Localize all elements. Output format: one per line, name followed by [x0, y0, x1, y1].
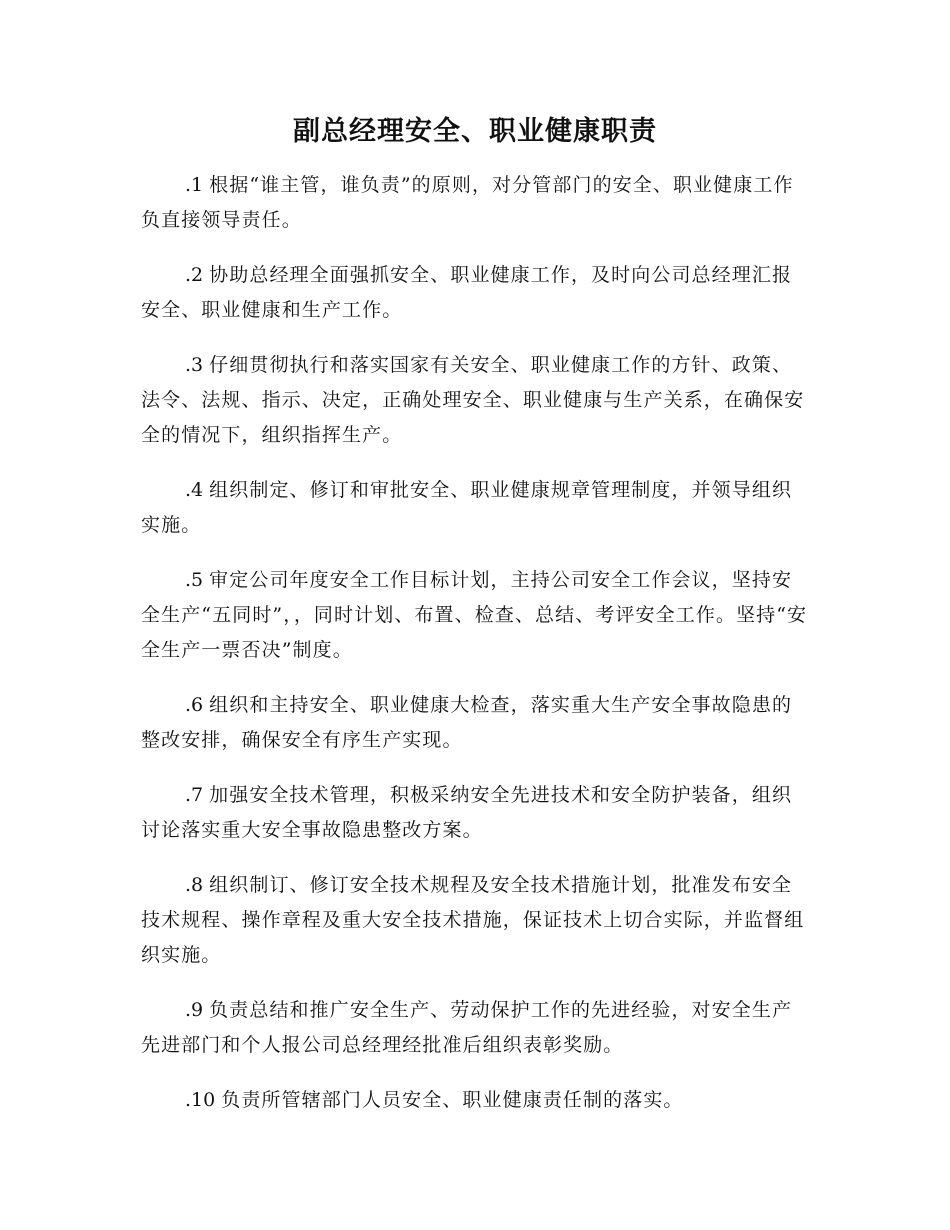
item-text: 组织和主持安全、职业健康大检查，落实重大生产安全事故隐患的整改安排，确保安全有序生产实现。	[141, 694, 793, 751]
list-item	[141, 563, 809, 668]
item-text: 加强安全技术管理，积极采纳安全先进技术和安全防护装备，组织讨论落实重大安全事故隐患整改方案。	[141, 784, 793, 841]
item-text: 协助总经理全面强抓安全、职业健康工作，及时向公司总经理汇报安全、职业健康和生产工作。	[141, 264, 793, 321]
list-item	[141, 868, 809, 973]
list-item	[141, 258, 809, 328]
list-item	[141, 168, 809, 238]
document-title: 副总经理安全、职业健康职责	[293, 116, 657, 147]
list-item	[141, 993, 809, 1063]
list-item	[141, 778, 809, 848]
item-text: 组织制订、修订安全技术规程及安全技术措施计划，批准发布安全技术规程、操作章程及重大安全技术措施，保证技术上切合实际，并监督组织实施。	[141, 874, 805, 966]
item-number: .4	[185, 479, 204, 501]
item-number: .3	[185, 354, 204, 376]
item-number: .8	[185, 874, 204, 896]
list-item	[141, 348, 809, 453]
item-number: .7	[185, 784, 204, 806]
item-text: 仔细贯彻执行和落实国家有关安全、职业健康工作的方针、政策、法令、法规、指示、决定，正确处理安全、职业健康与生产关系，在确保安全的情况下，组织指挥生产。	[141, 354, 805, 446]
list-item	[141, 688, 809, 758]
list-item	[141, 1083, 809, 1118]
item-number: .5	[185, 569, 204, 591]
item-text: 组织制定、修订和审批安全、职业健康规章管理制度，并领导组织实施。	[141, 479, 793, 536]
item-number: .9	[185, 999, 204, 1021]
document-body	[141, 168, 809, 1138]
item-text: 根据“谁主管，谁负责”的原则，对分管部门的安全、职业健康工作负直接领导责任。	[141, 174, 794, 231]
list-item	[141, 473, 809, 543]
item-text: 审定公司年度安全工作目标计划，主持公司安全工作会议，坚持安全生产“五同时”，，同时计划、布置、检查、总结、考评安全工作。坚持“安全生产一票否决”制度。	[141, 569, 808, 661]
item-number: .10	[185, 1089, 216, 1111]
item-text: 负责所管辖部门人员安全、职业健康责任制的落实。	[221, 1089, 684, 1111]
item-text: 负责总结和推广安全生产、劳动保护工作的先进经验，对安全生产先进部门和个人报公司总经理经批准后组织表彰奖励。	[141, 999, 793, 1056]
item-number: .2	[185, 264, 204, 286]
item-number: .1	[185, 174, 204, 196]
item-number: .6	[185, 694, 204, 716]
